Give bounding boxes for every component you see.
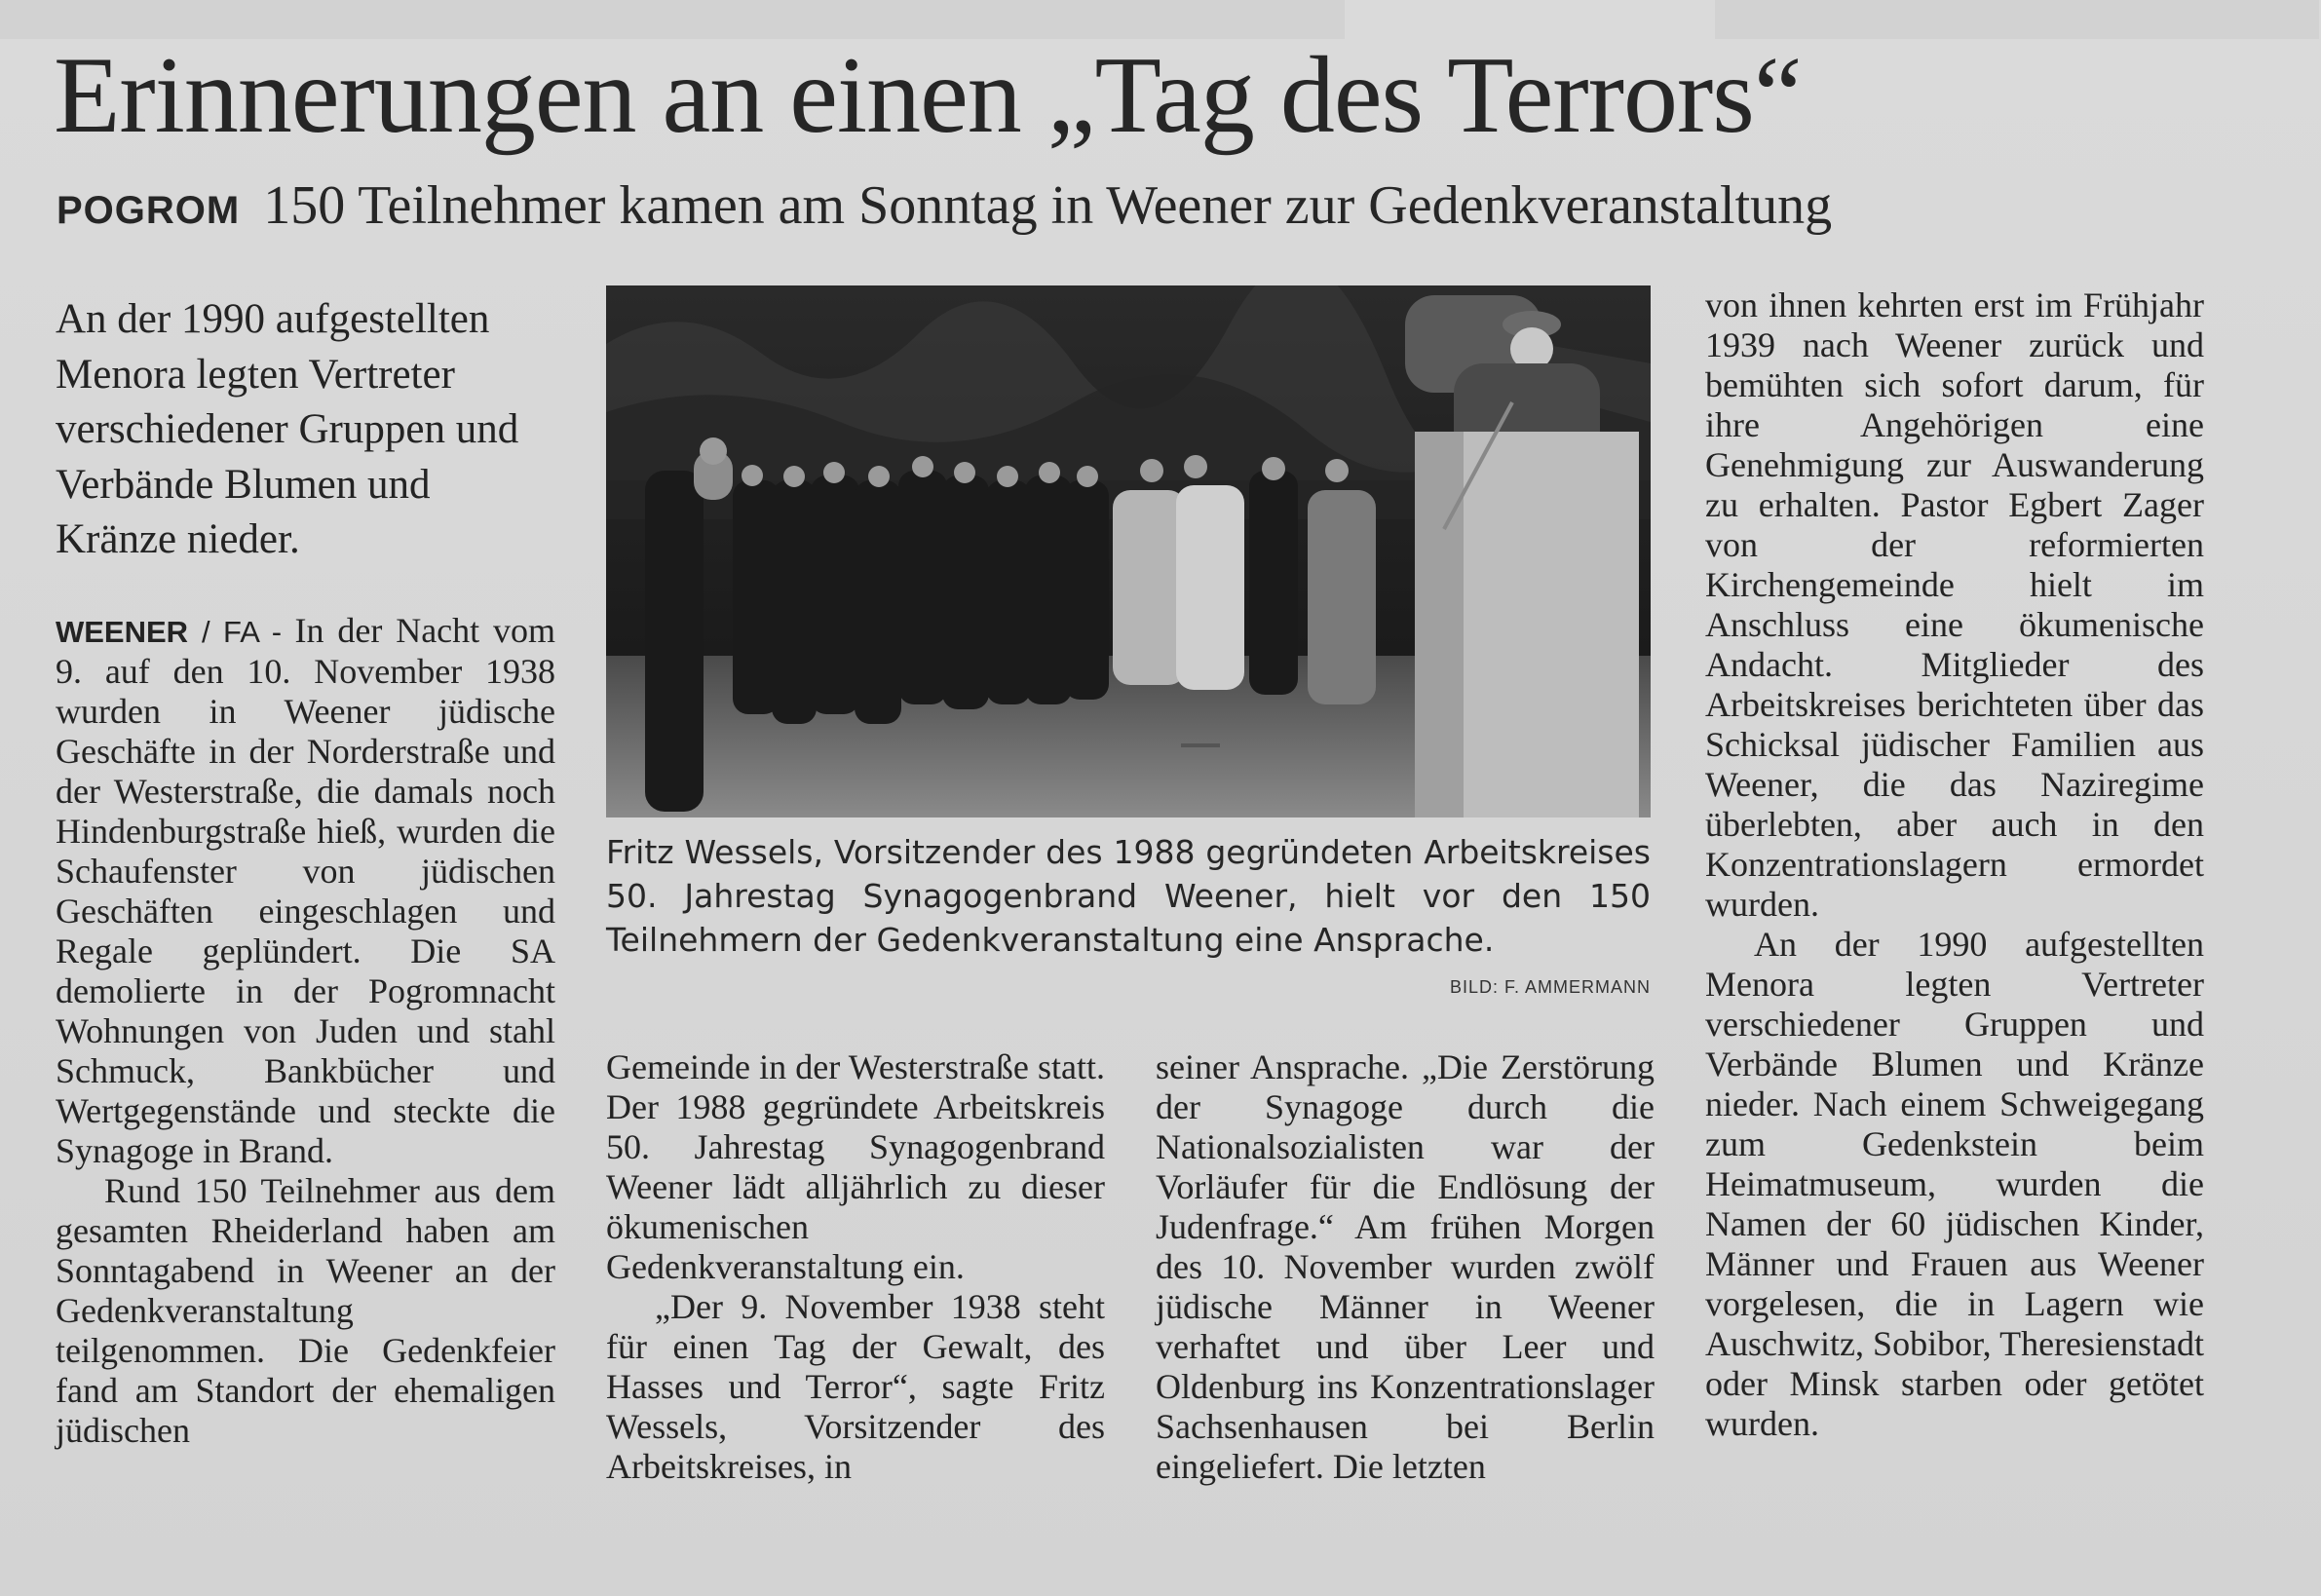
paragraph: seiner Ansprache. „Die Zerstörung der Synagoge durch die Nationalsozialisten war der Vorläufer für die Endlösung der Judenfrage.“ Am frühen Morgen des 10. November wurden zwölf jüdische Männer in Weener verhaftet und über Leer und Oldenburg ins Konzentrationslager Sachsenhausen bei Berlin eingeliefert. Die letzten bbox=[1156, 1047, 1655, 1486]
paragraph: Rund 150 Teilnehmer aus dem gesamten Rheiderland haben am Sonntagabend in Weener an der Gedenkveranstaltung teilgenommen. Die Gedenkfeier fand am Standort der ehemaligen jüdischen bbox=[56, 1170, 555, 1450]
paragraph: von ihnen kehrten erst im Frühjahr 1939 nach Weener zurück und bemühten sich sofort darum, für ihre Angehörigen eine Genehmigung zur Auswanderung zu erhalten. Pastor Egbert Zager von der reformierten Kirchengemeinde hielt im Anschluss eine ökumenische Andacht. Mitglieder des Arbeitskreises berichteten über das Schicksal jüdischer Familien aus Weener, die das Naziregime überlebten, aber auch in den Konzentrationslagern ermordet wurden. bbox=[1705, 285, 2204, 924]
paragraph: „Der 9. November 1938 steht für einen Tag der Gewalt, des Hasses und Terror“, sagte Fritz Wessels, Vorsitzender des Arbeitskreises, in bbox=[606, 1287, 1105, 1486]
column-2 bbox=[606, 1047, 1105, 1487]
kicker: POGROM bbox=[57, 189, 241, 232]
ghost-text-strip bbox=[1715, 0, 2319, 39]
dateline-agency: / FA - bbox=[201, 614, 295, 649]
column-1-body bbox=[56, 611, 555, 1451]
headline: Erinnerungen an einen „Tag des Terrors“ bbox=[54, 35, 1802, 156]
subheadline: 150 Teilnehmer kamen am Sonntag in Weener zur Gedenkveranstaltung bbox=[263, 175, 1833, 236]
ghost-text-strip bbox=[0, 0, 1345, 39]
photo-credit: BILD: F. AMMERMANN bbox=[1449, 977, 1651, 997]
column-4 bbox=[1705, 285, 2204, 1444]
paragraph bbox=[56, 611, 555, 1171]
event-photo bbox=[606, 285, 1651, 817]
paragraph: An der 1990 aufgestellten Menora legten Vertreter verschiedener Gruppen und Verbände Blumen und Kränze nieder. Nach einem Schweigegang zum Gedenkstein beim Heimatmuseum, wurden die Namen der 60 jüdischen Kinder, Männer und Frauen aus Weener vorgelesen, die in Lagern wie Auschwitz, Sobibor, Theresienstadt oder Minsk starben oder getötet wurden. bbox=[1705, 925, 2204, 1443]
photo-illustration bbox=[606, 285, 1651, 817]
dateline: WEENER bbox=[56, 614, 189, 649]
paragraph: Gemeinde in der Westerstraße statt. Der 1988 gegründete Arbeitskreis 50. Jahrestag Synagogenbrand Weener lädt alljährlich zu dieser ökumenischen Gedenkveranstaltung ein. bbox=[606, 1047, 1105, 1286]
paragraph-text: In der Nacht vom 9. auf den 10. November 1938 wurden in Weener jüdische Geschäfte in der Norderstraße und der Westerstraße, die damals noch Hindenburgstraße hieß, wurden die Schaufenster von jüdischen Geschäften eingeschlagen und Regale geplündert. Die SA demolierte in der Pogromnacht Wohnungen von Juden und stahl Schmuck, Bankbücher und Wertgegenstände und steckte die Synagoge in Brand. bbox=[56, 610, 556, 1170]
lead-paragraph: An der 1990 aufgestellten Menora legten Vertreter verschiedener Gruppen und Verbände Blumen und Kränze nieder. bbox=[56, 296, 519, 562]
photo-caption: Fritz Wessels, Vorsitzender des 1988 gegründeten Arbeitskreises 50. Jahrestag Synagogenbrand Weener, hielt vor den 150 Teilnehmern der Gedenkveranstaltung eine Ansprache. bbox=[606, 833, 1651, 959]
column-1 bbox=[56, 292, 555, 1451]
column-3 bbox=[1156, 1047, 1655, 1487]
subheadline-row bbox=[57, 171, 2249, 245]
